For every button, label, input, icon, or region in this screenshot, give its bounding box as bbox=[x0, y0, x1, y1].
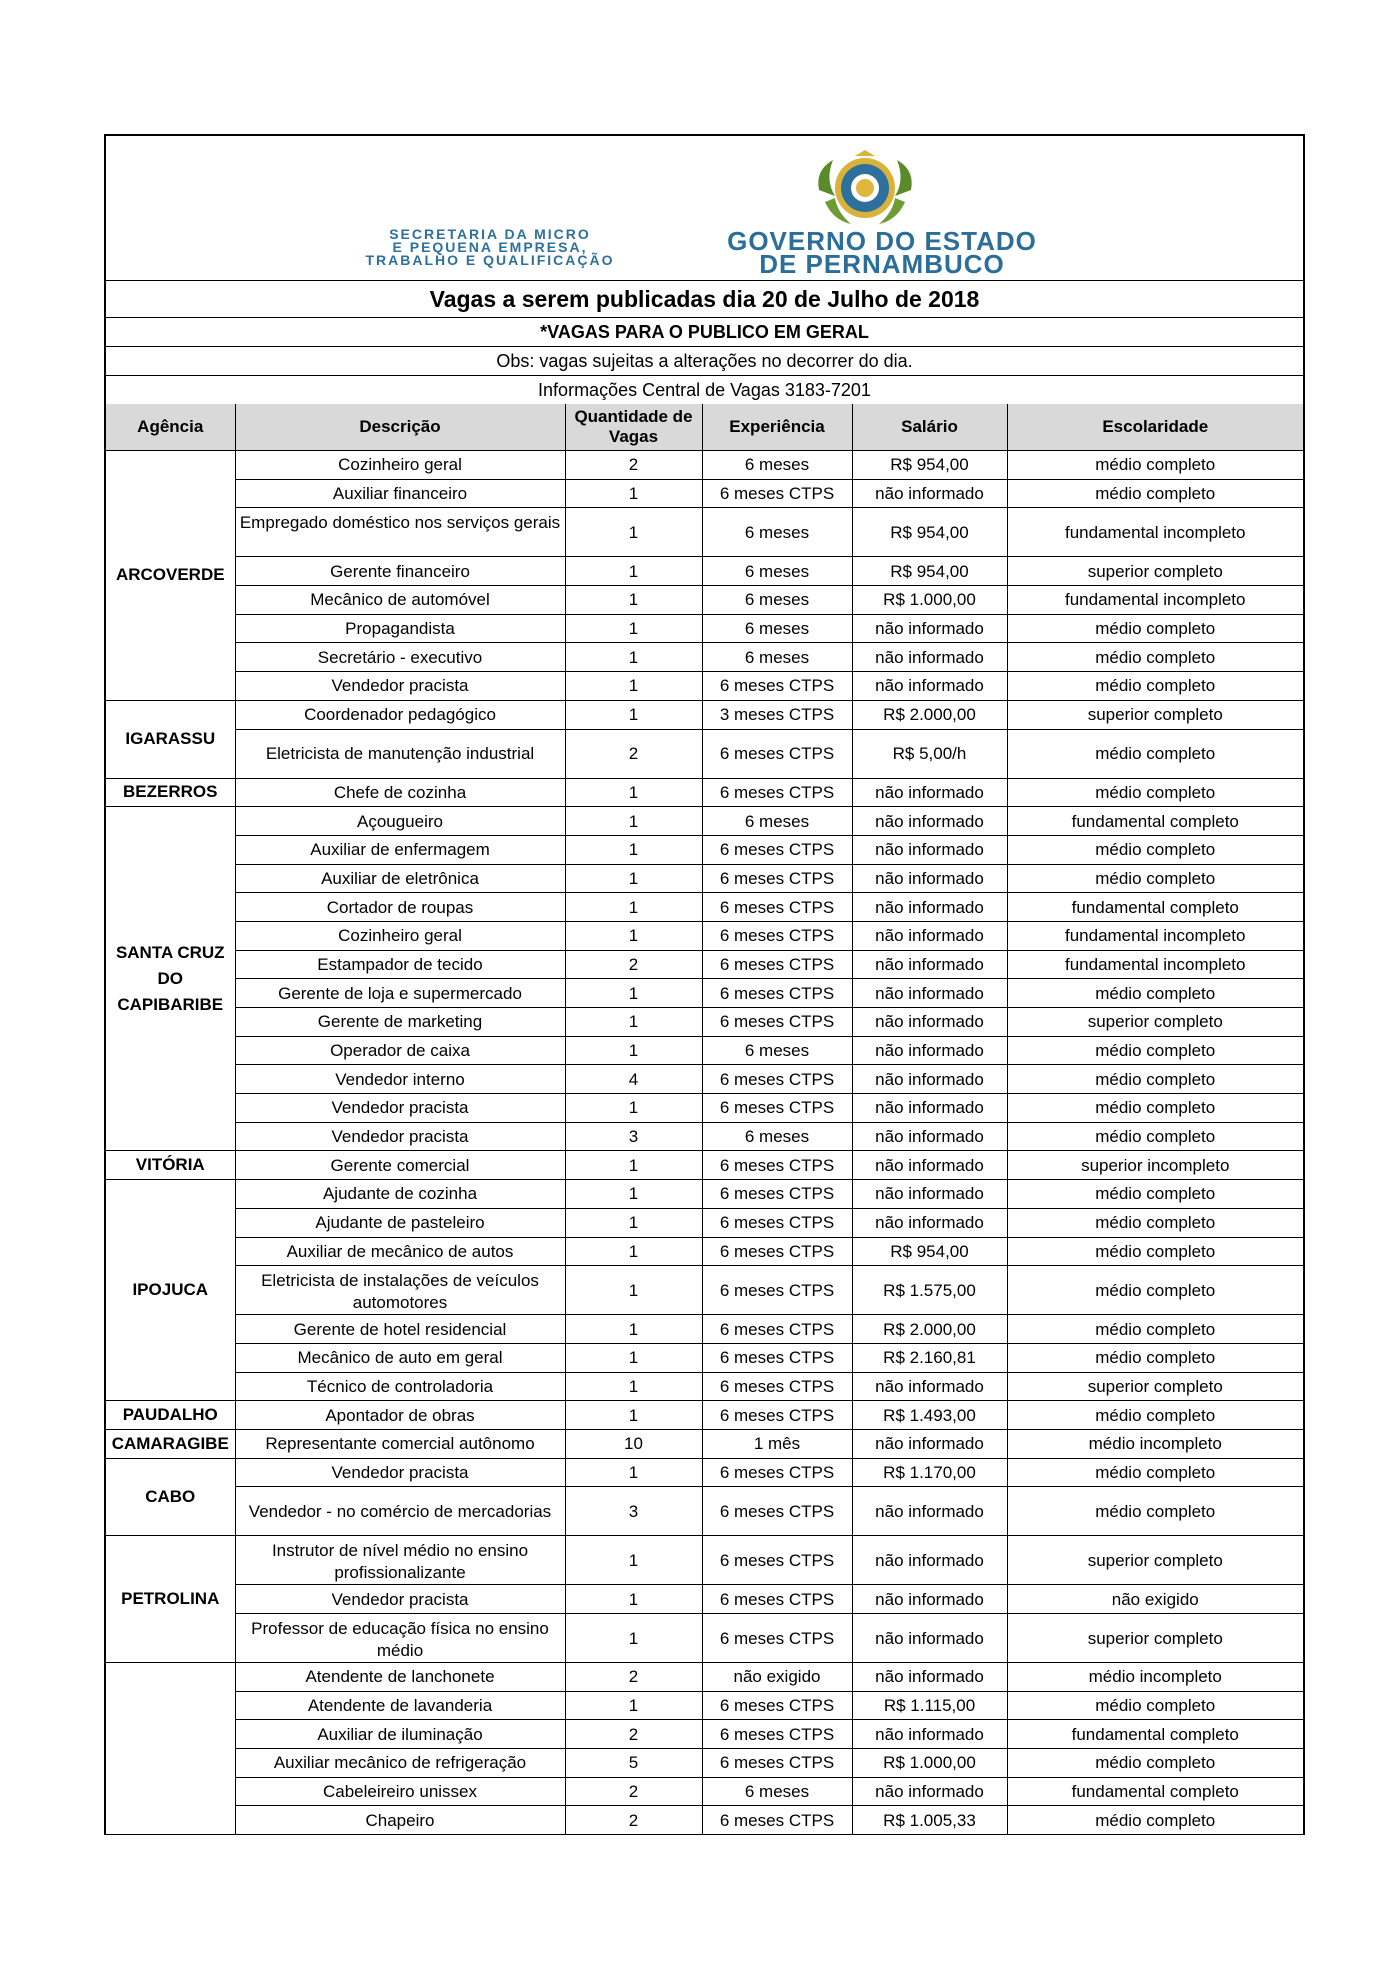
cell-education: superior completo bbox=[1007, 1372, 1303, 1401]
cell-experience: 6 meses CTPS bbox=[702, 1458, 852, 1487]
cell-experience: 6 meses CTPS bbox=[702, 1536, 852, 1585]
table-row bbox=[106, 1065, 1303, 1094]
listing-frame bbox=[104, 134, 1305, 1835]
cell-description: Vendedor pracista bbox=[235, 672, 565, 701]
table-row bbox=[106, 1487, 1303, 1536]
cell-quantity: 2 bbox=[565, 729, 702, 778]
cell-salary: R$ 1.170,00 bbox=[852, 1458, 1007, 1487]
cell-salary: não informado bbox=[852, 1094, 1007, 1123]
cell-description: Vendedor pracista bbox=[235, 1094, 565, 1123]
table-row bbox=[106, 614, 1303, 643]
col-header-escolaridade: Escolaridade bbox=[1007, 404, 1303, 451]
cell-experience: 6 meses CTPS bbox=[702, 1065, 852, 1094]
table-row bbox=[106, 950, 1303, 979]
cell-education: médio completo bbox=[1007, 1487, 1303, 1536]
cell-description: Mecânico de auto em geral bbox=[235, 1343, 565, 1372]
col-header-quantidade: Quantidade de Vagas bbox=[565, 404, 702, 451]
cell-salary: não informado bbox=[852, 1151, 1007, 1180]
audience-subtitle: *VAGAS PARA O PUBLICO EM GERAL bbox=[106, 318, 1303, 347]
agency-cell: VITÓRIA bbox=[106, 1151, 235, 1180]
cell-description: Gerente financeiro bbox=[235, 557, 565, 586]
governo-logo: GOVERNO DO ESTADO DE PERNAMBUCO bbox=[727, 226, 1037, 279]
table-row bbox=[106, 1614, 1303, 1663]
cell-education: médio completo bbox=[1007, 614, 1303, 643]
cell-salary: não informado bbox=[852, 1208, 1007, 1237]
cell-salary: R$ 954,00 bbox=[852, 1237, 1007, 1266]
cell-education: superior incompleto bbox=[1007, 1151, 1303, 1180]
agency-cell: IPOJUCA bbox=[106, 1180, 235, 1401]
cell-salary: não informado bbox=[852, 893, 1007, 922]
table-header-row bbox=[106, 404, 1303, 451]
cell-description: Chapeiro bbox=[235, 1806, 565, 1835]
cell-quantity: 2 bbox=[565, 451, 702, 480]
document bbox=[104, 134, 1305, 1835]
cell-salary: não informado bbox=[852, 1720, 1007, 1749]
cell-experience: 6 meses bbox=[702, 1036, 852, 1065]
cell-quantity: 1 bbox=[565, 1180, 702, 1209]
cell-quantity: 1 bbox=[565, 1208, 702, 1237]
cell-education: médio completo bbox=[1007, 1237, 1303, 1266]
cell-salary: não informado bbox=[852, 921, 1007, 950]
cell-education: médio completo bbox=[1007, 479, 1303, 508]
cell-description: Auxiliar financeiro bbox=[235, 479, 565, 508]
cell-quantity: 1 bbox=[565, 1094, 702, 1123]
table-row bbox=[106, 1585, 1303, 1614]
cell-salary: não informado bbox=[852, 807, 1007, 836]
cell-description: Coordenador pedagógico bbox=[235, 700, 565, 729]
agency-cell: SANTA CRUZ DO CAPIBARIBE bbox=[106, 807, 235, 1151]
cell-description: Cozinheiro geral bbox=[235, 451, 565, 480]
cell-description: Eletricista de manutenção industrial bbox=[235, 729, 565, 778]
cell-experience: 6 meses CTPS bbox=[702, 778, 852, 807]
cell-experience: 6 meses CTPS bbox=[702, 479, 852, 508]
table-row bbox=[106, 1458, 1303, 1487]
pernambuco-crest-icon bbox=[811, 150, 919, 230]
table-row bbox=[106, 1749, 1303, 1778]
cell-education: médio completo bbox=[1007, 979, 1303, 1008]
cell-quantity: 1 bbox=[565, 1372, 702, 1401]
cell-experience: 6 meses CTPS bbox=[702, 1720, 852, 1749]
cell-description: Mecânico de automóvel bbox=[235, 586, 565, 615]
cell-salary: não informado bbox=[852, 479, 1007, 508]
cell-description: Atendente de lanchonete bbox=[235, 1663, 565, 1692]
cell-quantity: 1 bbox=[565, 700, 702, 729]
cell-salary: não informado bbox=[852, 672, 1007, 701]
cell-description: Vendedor pracista bbox=[235, 1122, 565, 1151]
table-row bbox=[106, 1151, 1303, 1180]
table-row bbox=[106, 729, 1303, 778]
cell-quantity: 1 bbox=[565, 614, 702, 643]
cell-experience: 6 meses CTPS bbox=[702, 1315, 852, 1344]
cell-description-text: Eletricista de instalações de veículos automotores bbox=[261, 1271, 539, 1313]
cell-quantity: 1 bbox=[565, 672, 702, 701]
cell-education: médio completo bbox=[1007, 451, 1303, 480]
cell-experience: 6 meses CTPS bbox=[702, 893, 852, 922]
cell-salary: não informado bbox=[852, 1536, 1007, 1585]
cell-salary: R$ 1.493,00 bbox=[852, 1401, 1007, 1430]
cell-experience: 6 meses CTPS bbox=[702, 1806, 852, 1835]
cell-salary: não informado bbox=[852, 1429, 1007, 1458]
agency-cell: BEZERROS bbox=[106, 778, 235, 807]
cell-salary: R$ 5,00/h bbox=[852, 729, 1007, 778]
cell-quantity: 1 bbox=[565, 1343, 702, 1372]
cell-education: médio completo bbox=[1007, 1458, 1303, 1487]
cell-experience: 6 meses bbox=[702, 1122, 852, 1151]
cell-education: médio completo bbox=[1007, 864, 1303, 893]
cell-salary: R$ 1.000,00 bbox=[852, 1749, 1007, 1778]
cell-experience: 6 meses CTPS bbox=[702, 1401, 852, 1430]
table-row bbox=[106, 1315, 1303, 1344]
cell-education: médio completo bbox=[1007, 1122, 1303, 1151]
cell-salary: não informado bbox=[852, 1777, 1007, 1806]
table-row bbox=[106, 1266, 1303, 1315]
cell-education: médio completo bbox=[1007, 1094, 1303, 1123]
cell-quantity: 1 bbox=[565, 1266, 702, 1315]
cell-description: Chefe de cozinha bbox=[235, 778, 565, 807]
table-row bbox=[106, 451, 1303, 480]
cell-description: Vendedor - no comércio de mercadorias bbox=[235, 1487, 565, 1536]
cell-education: fundamental incompleto bbox=[1007, 586, 1303, 615]
cell-experience: 6 meses CTPS bbox=[702, 1094, 852, 1123]
cell-description: Estampador de tecido bbox=[235, 950, 565, 979]
cell-education: médio completo bbox=[1007, 1401, 1303, 1430]
table-row bbox=[106, 1372, 1303, 1401]
table-row bbox=[106, 1429, 1303, 1458]
cell-experience: 6 meses CTPS bbox=[702, 1343, 852, 1372]
cell-education: superior completo bbox=[1007, 1614, 1303, 1663]
cell-description: Secretário - executivo bbox=[235, 643, 565, 672]
cell-salary: R$ 1.115,00 bbox=[852, 1691, 1007, 1720]
table-row bbox=[106, 1343, 1303, 1372]
cell-quantity: 10 bbox=[565, 1429, 702, 1458]
cell-quantity: 1 bbox=[565, 1401, 702, 1430]
cell-quantity: 3 bbox=[565, 1487, 702, 1536]
cell-education: fundamental incompleto bbox=[1007, 508, 1303, 557]
cell-education: médio completo bbox=[1007, 1180, 1303, 1209]
cell-description: Gerente de hotel residencial bbox=[235, 1315, 565, 1344]
cell-salary: não informado bbox=[852, 1487, 1007, 1536]
jobs-body bbox=[106, 451, 1303, 1835]
cell-experience: 6 meses CTPS bbox=[702, 1208, 852, 1237]
cell-quantity: 3 bbox=[565, 1122, 702, 1151]
cell-salary: R$ 954,00 bbox=[852, 451, 1007, 480]
cell-education: fundamental incompleto bbox=[1007, 921, 1303, 950]
cell-quantity: 2 bbox=[565, 1777, 702, 1806]
cell-education: médio incompleto bbox=[1007, 1663, 1303, 1692]
cell-salary: não informado bbox=[852, 1614, 1007, 1663]
table-row bbox=[106, 1122, 1303, 1151]
cell-salary: não informado bbox=[852, 1065, 1007, 1094]
cell-experience: 6 meses CTPS bbox=[702, 1151, 852, 1180]
cell-quantity: 1 bbox=[565, 1151, 702, 1180]
table-row bbox=[106, 586, 1303, 615]
cell-salary: não informado bbox=[852, 1008, 1007, 1037]
page-title: Vagas a serem publicadas dia 20 de Julho de 2018 bbox=[106, 281, 1303, 318]
cell-experience: 6 meses CTPS bbox=[702, 1372, 852, 1401]
cell-quantity: 1 bbox=[565, 1036, 702, 1065]
cell-description: Gerente de loja e supermercado bbox=[235, 979, 565, 1008]
cell-description: Ajudante de cozinha bbox=[235, 1180, 565, 1209]
table-row bbox=[106, 1401, 1303, 1430]
cell-quantity: 1 bbox=[565, 807, 702, 836]
table-row bbox=[106, 921, 1303, 950]
cell-description: Auxiliar de eletrônica bbox=[235, 864, 565, 893]
secretaria-logo: SECRETARIA DA MICRO E PEQUENA EMPRESA, TRABALHO E QUALIFICAÇÃO bbox=[365, 226, 615, 268]
cell-experience: 6 meses CTPS bbox=[702, 1585, 852, 1614]
cell-experience: 6 meses CTPS bbox=[702, 979, 852, 1008]
cell-experience: 6 meses bbox=[702, 807, 852, 836]
cell-education: médio completo bbox=[1007, 643, 1303, 672]
cell-education: médio incompleto bbox=[1007, 1429, 1303, 1458]
agency-cell: PETROLINA bbox=[106, 1536, 235, 1663]
cell-experience: 6 meses CTPS bbox=[702, 950, 852, 979]
cell-quantity: 1 bbox=[565, 586, 702, 615]
cell-description: Gerente de marketing bbox=[235, 1008, 565, 1037]
cell-education: fundamental incompleto bbox=[1007, 950, 1303, 979]
cell-quantity: 1 bbox=[565, 893, 702, 922]
table-row bbox=[106, 1720, 1303, 1749]
cell-experience: 6 meses bbox=[702, 586, 852, 615]
table-row bbox=[106, 1777, 1303, 1806]
table-row bbox=[106, 479, 1303, 508]
cell-education: médio completo bbox=[1007, 778, 1303, 807]
cell-description: Técnico de controladoria bbox=[235, 1372, 565, 1401]
cell-description: Auxiliar de enfermagem bbox=[235, 835, 565, 864]
agency-cell: IGARASSU bbox=[106, 700, 235, 778]
cell-education: médio completo bbox=[1007, 1065, 1303, 1094]
cell-salary: não informado bbox=[852, 778, 1007, 807]
table-row bbox=[106, 557, 1303, 586]
cell-education: médio completo bbox=[1007, 1749, 1303, 1778]
cell-experience: 6 meses CTPS bbox=[702, 1180, 852, 1209]
cell-quantity: 1 bbox=[565, 1691, 702, 1720]
cell-education: fundamental completo bbox=[1007, 1777, 1303, 1806]
cell-experience: 6 meses CTPS bbox=[702, 835, 852, 864]
cell-experience: 6 meses CTPS bbox=[702, 1691, 852, 1720]
cell-experience: 6 meses CTPS bbox=[702, 1614, 852, 1663]
cell-description bbox=[235, 508, 565, 557]
cell-description: Cozinheiro geral bbox=[235, 921, 565, 950]
cell-salary: não informado bbox=[852, 1180, 1007, 1209]
cell-salary: R$ 2.160,81 bbox=[852, 1343, 1007, 1372]
cell-quantity: 1 bbox=[565, 979, 702, 1008]
table-row bbox=[106, 643, 1303, 672]
cell-experience: 6 meses bbox=[702, 614, 852, 643]
cell-education: não exigido bbox=[1007, 1585, 1303, 1614]
cell-education: superior completo bbox=[1007, 1536, 1303, 1585]
table-row bbox=[106, 1180, 1303, 1209]
cell-description: Vendedor pracista bbox=[235, 1585, 565, 1614]
cell-quantity: 1 bbox=[565, 643, 702, 672]
cell-experience: 3 meses CTPS bbox=[702, 700, 852, 729]
letterhead bbox=[106, 136, 1303, 281]
cell-description: Cortador de roupas bbox=[235, 893, 565, 922]
table-row bbox=[106, 864, 1303, 893]
cell-quantity: 1 bbox=[565, 557, 702, 586]
cell-description bbox=[235, 1536, 565, 1585]
agency-cell: CAMARAGIBE bbox=[106, 1429, 235, 1458]
cell-salary: R$ 2.000,00 bbox=[852, 1315, 1007, 1344]
table-row bbox=[106, 1094, 1303, 1123]
cell-description: Auxiliar de mecânico de autos bbox=[235, 1237, 565, 1266]
cell-description: Vendedor interno bbox=[235, 1065, 565, 1094]
cell-quantity: 1 bbox=[565, 1585, 702, 1614]
agency-cell: PAUDALHO bbox=[106, 1401, 235, 1430]
cell-quantity: 2 bbox=[565, 1720, 702, 1749]
table-row bbox=[106, 1208, 1303, 1237]
cell-quantity: 1 bbox=[565, 835, 702, 864]
cell-quantity: 2 bbox=[565, 1663, 702, 1692]
cell-quantity: 5 bbox=[565, 1749, 702, 1778]
cell-quantity: 4 bbox=[565, 1065, 702, 1094]
cell-education: médio completo bbox=[1007, 835, 1303, 864]
info-note: Informações Central de Vagas 3183-7201 bbox=[538, 380, 871, 400]
table-row bbox=[106, 1806, 1303, 1835]
cell-experience: 6 meses bbox=[702, 643, 852, 672]
agency-cell: CABO bbox=[106, 1458, 235, 1536]
cell-education: médio completo bbox=[1007, 1343, 1303, 1372]
table-row bbox=[106, 1536, 1303, 1585]
cell-salary: R$ 954,00 bbox=[852, 557, 1007, 586]
cell-experience: 6 meses bbox=[702, 557, 852, 586]
cell-experience: 6 meses CTPS bbox=[702, 1237, 852, 1266]
cell-experience: 6 meses CTPS bbox=[702, 672, 852, 701]
cell-salary: R$ 954,00 bbox=[852, 508, 1007, 557]
table-row bbox=[106, 672, 1303, 701]
cell-quantity: 1 bbox=[565, 778, 702, 807]
cell-salary: não informado bbox=[852, 1036, 1007, 1065]
cell-experience: 6 meses CTPS bbox=[702, 729, 852, 778]
cell-description: Açougueiro bbox=[235, 807, 565, 836]
cell-experience: não exigido bbox=[702, 1663, 852, 1692]
cell-salary: não informado bbox=[852, 1122, 1007, 1151]
cell-salary: não informado bbox=[852, 864, 1007, 893]
cell-description: Ajudante de pasteleiro bbox=[235, 1208, 565, 1237]
cell-description: Apontador de obras bbox=[235, 1401, 565, 1430]
cell-experience: 6 meses CTPS bbox=[702, 1487, 852, 1536]
cell-education: fundamental completo bbox=[1007, 1720, 1303, 1749]
agency-cell: ARCOVERDE bbox=[106, 451, 235, 701]
cell-quantity: 1 bbox=[565, 479, 702, 508]
cell-experience: 1 mês bbox=[702, 1429, 852, 1458]
cell-quantity: 1 bbox=[565, 508, 702, 557]
cell-education: superior completo bbox=[1007, 700, 1303, 729]
cell-description: Atendente de lavanderia bbox=[235, 1691, 565, 1720]
cell-salary: R$ 1.000,00 bbox=[852, 586, 1007, 615]
cell-salary: não informado bbox=[852, 835, 1007, 864]
cell-description: Auxiliar de iluminação bbox=[235, 1720, 565, 1749]
cell-salary: não informado bbox=[852, 1663, 1007, 1692]
cell-salary: não informado bbox=[852, 950, 1007, 979]
jobs-table bbox=[106, 404, 1303, 1835]
cell-quantity: 1 bbox=[565, 864, 702, 893]
cell-experience: 6 meses bbox=[702, 451, 852, 480]
cell-description bbox=[235, 1614, 565, 1663]
cell-description: Representante comercial autônomo bbox=[235, 1429, 565, 1458]
cell-education: superior completo bbox=[1007, 557, 1303, 586]
cell-description: Vendedor pracista bbox=[235, 1458, 565, 1487]
cell-quantity: 1 bbox=[565, 1458, 702, 1487]
cell-description: Gerente comercial bbox=[235, 1151, 565, 1180]
table-row bbox=[106, 1008, 1303, 1037]
cell-description: Propagandista bbox=[235, 614, 565, 643]
cell-quantity: 1 bbox=[565, 921, 702, 950]
cell-description: Operador de caixa bbox=[235, 1036, 565, 1065]
cell-education: fundamental completo bbox=[1007, 893, 1303, 922]
cell-education: superior completo bbox=[1007, 1008, 1303, 1037]
table-row bbox=[106, 778, 1303, 807]
cell-experience: 6 meses bbox=[702, 508, 852, 557]
table-row bbox=[106, 893, 1303, 922]
cell-quantity: 1 bbox=[565, 1008, 702, 1037]
cell-quantity: 2 bbox=[565, 950, 702, 979]
cell-education: médio completo bbox=[1007, 672, 1303, 701]
cell-description: Cabeleireiro unissex bbox=[235, 1777, 565, 1806]
cell-experience: 6 meses CTPS bbox=[702, 1266, 852, 1315]
table-row bbox=[106, 1663, 1303, 1692]
table-row bbox=[106, 1691, 1303, 1720]
table-row bbox=[106, 1237, 1303, 1266]
cell-description-text: Instrutor de nível médio no ensino profissionalizante bbox=[271, 1541, 529, 1583]
cell-salary: não informado bbox=[852, 614, 1007, 643]
cell-salary: não informado bbox=[852, 979, 1007, 1008]
cell-experience: 6 meses CTPS bbox=[702, 864, 852, 893]
cell-education: médio completo bbox=[1007, 729, 1303, 778]
cell-salary: R$ 1.005,33 bbox=[852, 1806, 1007, 1835]
cell-experience: 6 meses CTPS bbox=[702, 1008, 852, 1037]
col-header-descricao: Descrição bbox=[235, 404, 565, 451]
cell-education: fundamental completo bbox=[1007, 807, 1303, 836]
cell-salary: não informado bbox=[852, 643, 1007, 672]
cell-quantity: 1 bbox=[565, 1315, 702, 1344]
cell-quantity: 1 bbox=[565, 1237, 702, 1266]
col-header-experiencia: Experiência bbox=[702, 404, 852, 451]
cell-salary: R$ 2.000,00 bbox=[852, 700, 1007, 729]
cell-description-text: Professor de educação física no ensino médio bbox=[251, 1619, 549, 1660]
table-row bbox=[106, 835, 1303, 864]
cell-experience: 6 meses CTPS bbox=[702, 1749, 852, 1778]
cell-salary: não informado bbox=[852, 1372, 1007, 1401]
cell-quantity: 1 bbox=[565, 1536, 702, 1585]
cell-experience: 6 meses CTPS bbox=[702, 921, 852, 950]
cell-education: médio completo bbox=[1007, 1806, 1303, 1835]
obs-note: Obs: vagas sujeitas a alterações no decorrer do dia. bbox=[106, 347, 1303, 376]
cell-education: médio completo bbox=[1007, 1266, 1303, 1315]
cell-salary: não informado bbox=[852, 1585, 1007, 1614]
table-row bbox=[106, 508, 1303, 557]
cell-quantity: 2 bbox=[565, 1806, 702, 1835]
table-row bbox=[106, 807, 1303, 836]
cell-salary: R$ 1.575,00 bbox=[852, 1266, 1007, 1315]
cell-description: Auxiliar mecânico de refrigeração bbox=[235, 1749, 565, 1778]
col-header-salario: Salário bbox=[852, 404, 1007, 451]
cell-education: médio completo bbox=[1007, 1036, 1303, 1065]
cell-description-text: Empregado doméstico nos serviços gerais bbox=[239, 513, 561, 533]
table-row bbox=[106, 979, 1303, 1008]
cell-education: médio completo bbox=[1007, 1691, 1303, 1720]
cell-education: médio completo bbox=[1007, 1208, 1303, 1237]
table-row bbox=[106, 1036, 1303, 1065]
cell-education: médio completo bbox=[1007, 1315, 1303, 1344]
col-header-agencia: Agência bbox=[106, 404, 235, 451]
table-row bbox=[106, 700, 1303, 729]
agency-cell bbox=[106, 1663, 235, 1835]
cell-description bbox=[235, 1266, 565, 1315]
cell-quantity: 1 bbox=[565, 1614, 702, 1663]
cell-experience: 6 meses bbox=[702, 1777, 852, 1806]
